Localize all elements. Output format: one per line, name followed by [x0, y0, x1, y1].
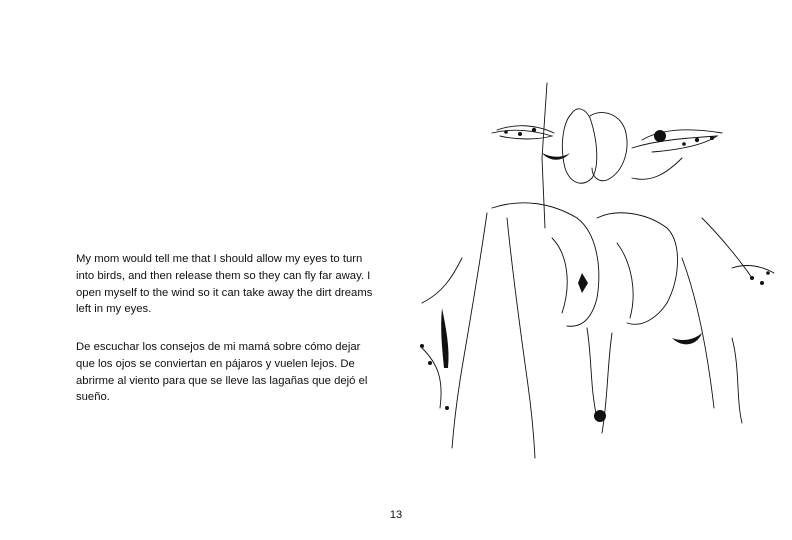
english-paragraph [76, 251, 376, 318]
page-number: 13 [389, 509, 403, 521]
leg-middle [507, 218, 535, 458]
spanish-text: De escuchar los consejos de mi mamá sobre cómo dejar que los ojos se conviertan en pájaros y vuelen lejos. De abrirme al viento para que se lleve las lagañas que dejó el sueño. [76, 341, 368, 404]
leg-left [452, 213, 487, 448]
left-branch [492, 130, 552, 139]
english-text: My mom would tell me that I should allow my eyes to turn into birds, and then release them so they can fly far away. I open myself to the wind so it can take away the dirt dreams left in my eyes. [76, 253, 373, 316]
torso-right [597, 213, 678, 325]
surreal-figure-illustration [402, 78, 782, 463]
torso-left [492, 203, 599, 326]
spanish-paragraph [76, 339, 376, 406]
face-outline-left [562, 109, 596, 183]
leg-right [682, 258, 714, 408]
